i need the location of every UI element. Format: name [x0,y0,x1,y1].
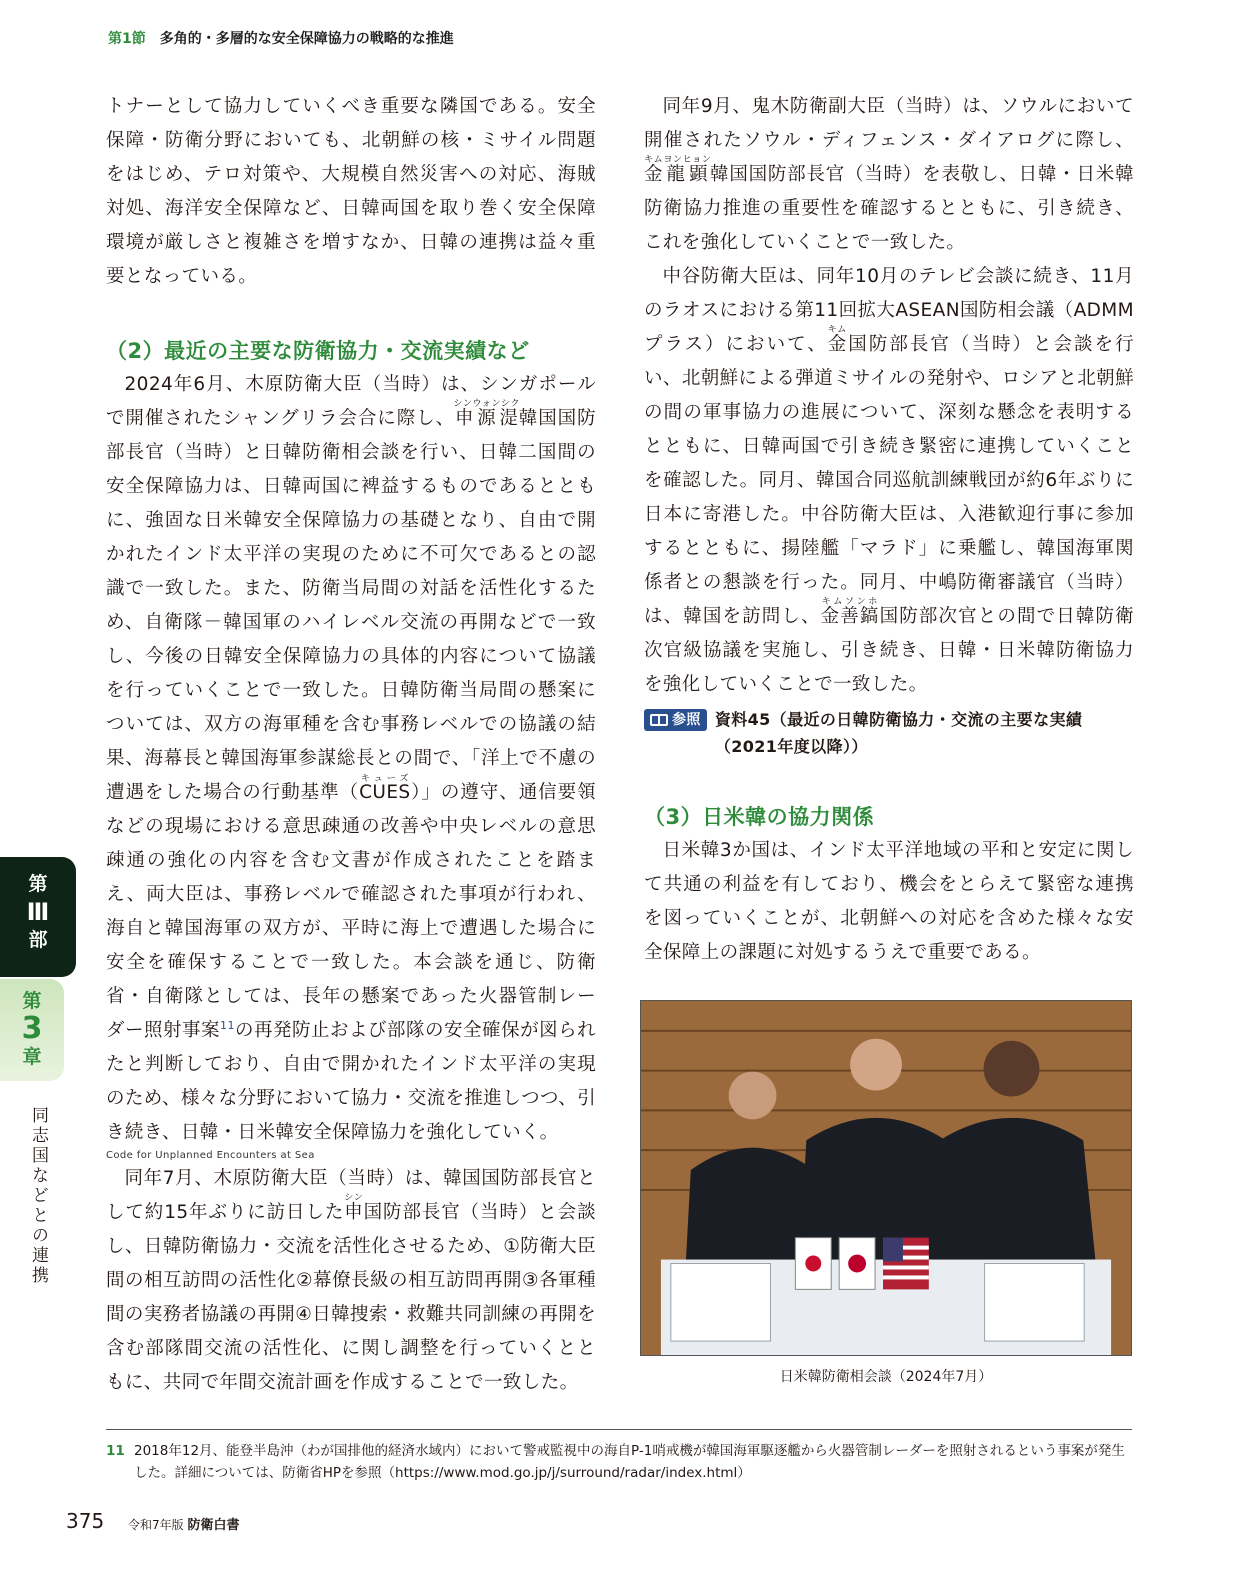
paragraph-trilateral: 日米韓3か国は、インド太平洋地域の平和と安定に関して共通の利益を有しており、機会をとらえて緊密な連携を図っていくことが、北朝鮮への対応を含めた様々な安全保障上の課題に対処するうえで重要である。 [644,840,1134,963]
trilateral-meeting-photo [640,1000,1132,1356]
chapter-title-vertical: 同志国などとの連携 [28,1106,48,1286]
paragraph-july-2024: 同年7月、木原防衛大臣（当時）は、韓国国防部長官として約15年ぶりに訪日した申シン国防部長官（当時）と会談し、日韓防衛協力・交流を活性化させるため、①防衛大臣間の相互訪問の活性化②幕僚長級の相互訪問再開③各軍種間の実務者協議の再開④日韓捜索・救難共同訓練の再開を含む部隊間交流の活性化、に関し調整を行っていくとともに、共同で年間交流計画を作成することで一致した。 [106,1168,596,1393]
heading-japan-us-rok: （3）日米韓の協力関係 [644,805,875,829]
reference-badge: 参照 [644,709,707,731]
ruby-shin: 申シン [344,1192,364,1223]
paragraph-nov-2024: 中谷防衛大臣は、同年10月のテレビ会談に続き、11月のラオスにおける第11回拡大ASEAN国防相会議（ADMMプラス）において、金キム国防部長官（当時）と会談を行い、北朝鮮による弾道ミサイルの発射や、ロシアと北朝鮮の間の軍事協力の進展について、深刻な懸念を表明するとともに、日韓両国で引き続き緊密に連携していくことを確認した。同月、韓国合同巡航訓練戦団が約6年ぶりに日本に寄港した。中谷防衛大臣は、入港歓迎行事に参加するとともに、揚陸艦「マラド」に乗艦し、韓国海軍関係者との懇談を行った。同月、中嶋防衛審議官（当時）は、韓国を訪問し、金善鎬キムソンホ国防部次官との間で日韓防衛次官級協議を実施し、引き続き、日韓・日米韓防衛協力を強化していくことで一致した。 [644,266,1135,695]
right-column [644,90,1134,970]
publication-info: 令和7年版 防衛白書 [128,1518,240,1533]
ruby-cues: CUESキューズ [359,773,411,803]
page-number: 375 [66,1509,105,1533]
part-tab[interactable]: 第 Ⅲ 部 [0,857,76,977]
footnote-divider [106,1429,1132,1430]
heading-recent-defense-exchanges: （2）最近の主要な防衛協力・交流実績など [106,339,530,363]
reference-text[interactable]: 資料45（最近の日韓防衛協力・交流の主要な実績（2021年度以降）） [714,710,1083,756]
section-number: 第1節 [108,31,146,47]
ruby-kim-sunho: 金善鎬キムソンホ [820,596,880,627]
ruby-shin-wonsik: 申源湜シンウォンシク [453,398,520,429]
paragraph-sept-2024: 同年9月、鬼木防衛副大臣（当時）は、ソウルにおいて開催されたソウル・ディフェンス・ダイアログに際し、金龍顕キムヨンヒョン韓国国防部長官（当時）を表敬し、日韓・日米韓防衛協力推進の重要性を確認するとともに、引き続き、これを強化していくことで一致した。 [644,96,1134,253]
ruby-kim-yonghyun: 金龍顕キムヨンヒョン [644,154,712,185]
photo-caption: 日米韓防衛相会談（2024年7月） [779,1369,993,1385]
footnote-text[interactable]: 2018年12月、能登半島沖（わが国排他的経済水域内）において警戒監視中の海自P-1哨戒機が韓国海軍駆逐艦から火器管制レーダーを照射されるという事案が発生した。詳細については、防衛省HPを参照（https://www.mod.go.jp/j/surround/radar/index.html） [134,1443,1125,1481]
footnote-ref-11[interactable]: 11 [220,1018,235,1032]
footnote-number: 11 [106,1443,125,1459]
chapter-tab[interactable]: 第 3 章 [0,979,64,1081]
cues-full-name: Code for Unplanned Encounters at Sea [106,1150,315,1161]
section-title: 多角的・多層的な安全保障協力の戦略的な推進 [159,31,454,47]
paragraph-june-2024: 2024年6月、木原防衛大臣（当時）は、シンガポールで開催されたシャングリラ会合に際し、申源湜シンウォンシク韓国国防部長官（当時）と日韓防衛相会談を行い、日韓二国間の安全保障協力は、日韓両国に裨益するものであるとともに、強固な日米韓安全保障協力の基礎となり、自由で開かれたインド太平洋の実現のために不可欠であるとの認識で一致した。また、防衛当局間の対話を活性化するため、自衛隊－韓国軍のハイレベル交流の再開などで一致し、今後の日韓安全保障協力の具体的内容について協議を行っていくことで一致した。日韓防衛当局間の懸案については、双方の海軍種を含む事務レベルでの協議の結果、海幕長と韓国海軍参謀総長との間で、「洋上で不慮の遭遇をした場合の行動基準（CUESキューズ）」の遵守、通信要領などの現場における意思疎通の改善や中央レベルの意思疎通の強化の内容を含む文書が作成されたことを踏まえ、両大臣は、事務レベルで確認された事項が行われ、海自と韓国海軍の双方が、平時に海上で遭遇した場合に安全を確保することで一致した。本会談を通じ、防衛省・自衛隊としては、長年の懸案であった火器管制レーダー照射事案$^{11}$の再発防止および部隊の安全確保が図られたと判断しており、自由で開かれたインド太平洋の実現のため、様々な分野において協力・交流を推進しつつ、引き続き、日韓・日米韓安全保障協力を強化していく。 Code for Unplanned Encounters at Sea [106,374,596,1161]
reference-note [644,706,1134,760]
left-column [106,90,596,1400]
footnote-11 [106,1440,1132,1484]
running-header [108,28,454,48]
ruby-kim: 金キム [827,324,847,355]
book-icon [650,714,668,726]
paragraph-intro: トナーとして協力していくべき重要な隣国である。安全保障・防衛分野においても、北朝鮮の核・ミサイル問題をはじめ、テロ対策や、大規模自然災害への対応、海賊対処、海洋安全保障など、日韓両国を取り巻く安全保障環境が厳しさと複雑さを増すなか、日韓の連携は益々重要となっている。 [106,96,596,287]
